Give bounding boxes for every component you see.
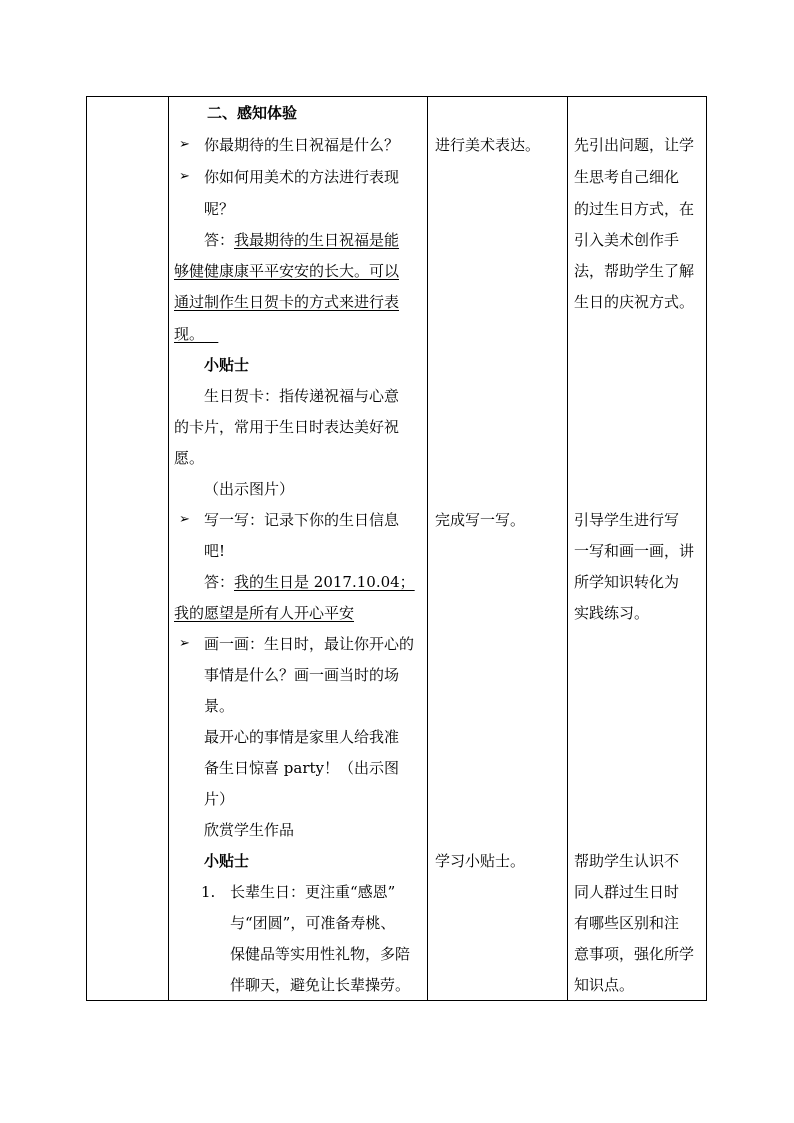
question-1: 你最期待的生日祝福是什么？ bbox=[204, 136, 400, 154]
column-teaching-content bbox=[168, 97, 427, 1000]
intent-1-line-1: 先引出问题，让学 bbox=[574, 136, 695, 154]
answer-1-line-1: 答：我最期待的生日祝福是能 bbox=[204, 231, 400, 249]
lesson-table bbox=[86, 96, 707, 1001]
elder-line-1: 长辈生日：更注重“感恩” bbox=[230, 883, 396, 901]
column-student-activity bbox=[427, 97, 567, 1000]
happy-line-3: 片） bbox=[204, 790, 235, 808]
elder-item-number: 1. bbox=[201, 883, 216, 901]
intent-2-line-4: 实践练习。 bbox=[574, 604, 650, 622]
tip-line-2: 的卡片，常用于生日时表达美好祝 bbox=[174, 418, 400, 436]
activity-3: 学习小贴士。 bbox=[435, 852, 526, 870]
intent-2-line-2: 一写和画一画，讲 bbox=[574, 542, 695, 560]
appreciate-works: 欣赏学生作品 bbox=[204, 821, 295, 839]
happy-line-2: 备生日惊喜 party！（出示图 bbox=[204, 759, 399, 777]
draw-task-line-2: 事情是什么？画一画当时的场 bbox=[204, 666, 400, 684]
write-task-line-2: 吧! bbox=[204, 542, 226, 560]
intent-1-line-4: 引入美术创作手 bbox=[574, 231, 680, 249]
elder-line-4: 伴聊天，避免让长辈操劳。 bbox=[230, 976, 411, 994]
intent-3-line-2: 同人群过生日时 bbox=[574, 883, 680, 901]
intent-3-line-3: 有哪些区别和注 bbox=[574, 914, 680, 932]
draw-task-line-1: 画一画：生日时，最让你开心的 bbox=[204, 635, 415, 653]
elder-line-3: 保健品等实用性礼物，多陪 bbox=[230, 945, 411, 963]
tip-2-title: 小贴士 bbox=[204, 852, 250, 870]
show-picture-note: （出示图片） bbox=[204, 480, 295, 498]
tip-line-3: 愿。 bbox=[174, 449, 205, 467]
tip-line-1: 生日贺卡：指传递祝福与心意 bbox=[204, 387, 400, 405]
intent-3-line-5: 知识点。 bbox=[574, 976, 635, 994]
bullet-arrow-icon: ➢ bbox=[179, 169, 190, 184]
intent-1-line-5: 法，帮助学生了解 bbox=[574, 262, 695, 280]
intent-2-line-1: 引导学生进行写 bbox=[574, 511, 680, 529]
activity-1: 进行美术表达。 bbox=[435, 136, 541, 154]
section-heading: 二、感知体验 bbox=[207, 104, 298, 122]
draw-task-line-3: 景。 bbox=[204, 697, 235, 715]
activity-2: 完成写一写。 bbox=[435, 511, 526, 529]
question-2: 你如何用美术的方法进行表现 bbox=[204, 168, 400, 186]
bullet-arrow-icon: ➢ bbox=[179, 636, 190, 651]
answer-1-line-2: 够健健康康平平安安的长大。可以 bbox=[174, 262, 400, 280]
answer-1-line-4: 现。 bbox=[174, 325, 205, 343]
write-task-line-1: 写一写：记录下你的生日信息 bbox=[204, 511, 400, 529]
happy-line-1: 最开心的事情是家里人给我准 bbox=[204, 728, 400, 746]
bullet-arrow-icon: ➢ bbox=[179, 137, 190, 152]
column-design-intent bbox=[567, 97, 708, 1000]
answer-2-line-2: 我的愿望是所有人开心平安 bbox=[174, 604, 355, 622]
answer-2-line-1: 答：我的生日是 2017.10.04； bbox=[204, 573, 415, 591]
intent-2-line-3: 所学知识转化为 bbox=[574, 573, 680, 591]
column-1-empty bbox=[87, 97, 168, 1000]
intent-1-line-2: 生思考自己细化 bbox=[574, 168, 680, 186]
question-2-cont: 呢？ bbox=[204, 200, 235, 218]
tip-title: 小贴士 bbox=[204, 356, 250, 374]
intent-1-line-6: 生日的庆祝方式。 bbox=[574, 293, 695, 311]
intent-1-line-3: 的过生日方式，在 bbox=[574, 200, 695, 218]
elder-line-2: 与“团圆”，可准备寿桃、 bbox=[230, 914, 396, 932]
intent-3-line-1: 帮助学生认识不 bbox=[574, 852, 680, 870]
intent-3-line-4: 意事项，强化所学 bbox=[574, 945, 695, 963]
answer-1-line-3: 通过制作生日贺卡的方式来进行表 bbox=[174, 293, 400, 311]
bullet-arrow-icon: ➢ bbox=[179, 512, 190, 527]
